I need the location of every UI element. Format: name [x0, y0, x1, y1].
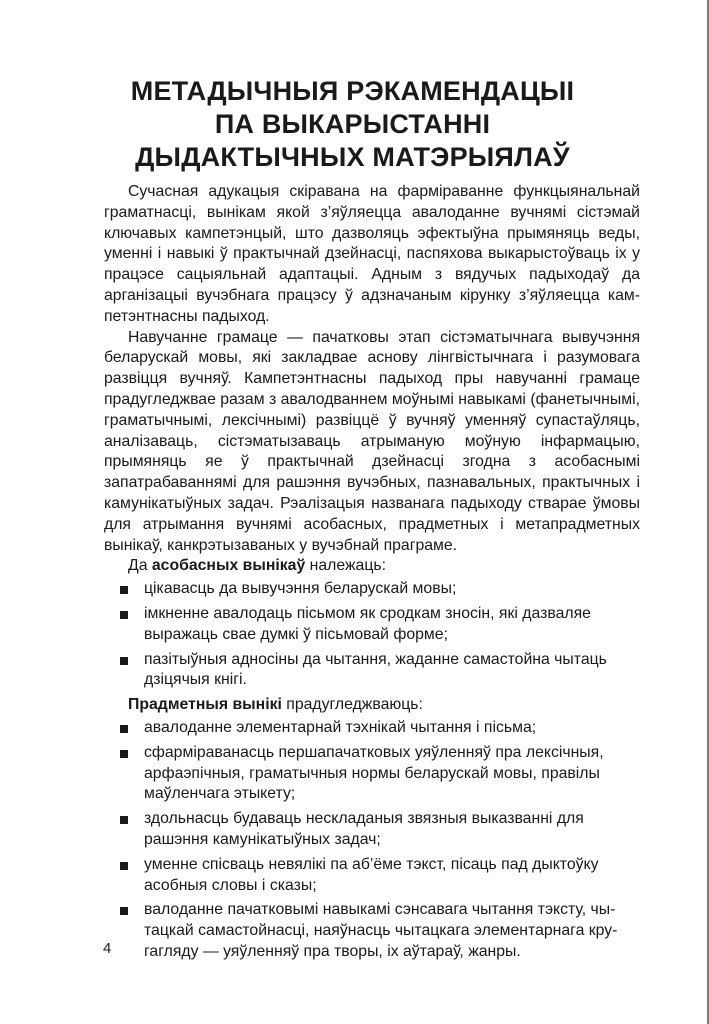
list-item-text: пазітыўныя адносіны да чытання, жаданне самастойна чытаць дзіцячыя кнігі. — [144, 650, 607, 689]
list-item — [104, 855, 640, 897]
title-line-2: ПА ВЫКАРЫСТАННІ — [214, 109, 491, 139]
square-bullet-icon — [120, 657, 128, 665]
list-item — [104, 743, 640, 805]
square-bullet-icon — [120, 586, 128, 594]
list-item-text: цікавасць да вывучэння беларускай мовы; — [144, 580, 457, 598]
page-title — [0, 75, 705, 174]
square-bullet-icon — [120, 816, 128, 824]
page-number: 4 — [103, 940, 112, 957]
personal-results-lead-bold: асобасных вынікаў — [151, 557, 306, 575]
square-bullet-icon — [120, 611, 128, 619]
square-bullet-icon — [120, 750, 128, 758]
subject-results-lead — [104, 695, 640, 716]
personal-results-list — [104, 579, 640, 691]
list-item-text: валоданне пачатковымі навыкамі сэнсавага чытання тэксту, чытацкай самастойнасці, наяўнасць чытацкага элементарнага кругагляду — уяўленняў пра творы, іх аўтараў, жанры. — [144, 901, 618, 960]
personal-results-lead — [104, 556, 640, 577]
personal-results-lead-suffix: належаць: — [305, 557, 386, 575]
subject-results-lead-bold: Прадметныя вынікі — [128, 696, 282, 714]
list-item-text: авалоданне элементарнай тэхнікай чытання і пісьма; — [144, 718, 537, 736]
title-line-1: МЕТАДЫЧНЫЯ РЭКАМЕНДАЦЫІ — [130, 76, 575, 106]
paragraph-intro: Сучасная адукацыя скіравана на фарміраванне функцыянальнай граматнасці, вынікам якой з’яўляецца авалоданне вучнямі сістэмай ключавых кампетэнцый, што дазволяць эфектыўна прымяняць веды, уменні і навыкі ў практычнай дзейнасці, паспяхова выкарыстоўваць іх у працэсе сацыяльнай адаптацыі. Адным з вядучых падыходаў да арганізацыі вучэбнага працэсу ў адзначаным кірунку з’яўляецца кампетэнтнасны падыход. — [104, 183, 640, 325]
list-item — [104, 579, 640, 600]
list-item-text: імкненне авалодаць пісьмом як сродкам зносін, які дазваляе выражаць свае думкі ў пісьмовай форме; — [144, 604, 591, 643]
body-text — [104, 182, 640, 967]
paragraph-literacy: Навучанне грамаце — пачатковы этап сістэматычнага вывучэння беларускай мовы, які закладвае аснову лінгвістычнага і разумовага развіцця вучняў. Кампетэнтнасны падыход пры навучанні грамаце прадугледжвае разам з авалодваннем моўнымі навыкамі (фанетычнымі, граматычнымі, лексічнымі) развіццё ў вучняў уменняў супастаўляць, аналізаваць, сістэматызаваць атрыманую моўную інфармацыю, прымяняць яе ў практычнай дзейнасці згодна з асобаснымі запатрабаваннямі для рашэння вучэбных, пазнавальных, практычных і камунікатыўных задач. Рэалізацыя названага падыходу стварае ўмовы для атрымання вучнямі асобасных, прадметных і метапрадметных вынікаў, канкрэтызаваных у вучэбнай праграме. — [104, 328, 641, 554]
personal-results-lead-prefix: Да — [128, 557, 152, 575]
list-item — [104, 650, 640, 692]
title-line-3: ДЫДАКТЫЧНЫХ МАТЭРЫЯЛАЎ — [135, 142, 570, 172]
list-item-text: сфарміраванасць першапачатковых уяўленняў пра лексічныя, арфаэпічныя, граматычныя нормы беларускай мовы, правілы маўленчага этыкету; — [144, 743, 604, 803]
square-bullet-icon — [120, 725, 128, 733]
list-item-text: уменне спісваць невялікі па аб’ёме тэкст, пісаць пад дыктоўку асобныя словы і сказы; — [144, 855, 599, 894]
list-item — [104, 809, 640, 851]
subject-results-list — [104, 718, 640, 963]
list-item — [104, 718, 640, 739]
square-bullet-icon — [120, 862, 128, 870]
list-item-text: здольнасць будаваць нескладаныя звязныя выказванні для рашэння камунікатыўных задач; — [144, 810, 584, 848]
subject-results-lead-suffix: прадугледжваюць: — [281, 696, 423, 714]
square-bullet-icon — [120, 907, 128, 915]
list-item — [104, 900, 640, 962]
list-item — [104, 604, 640, 646]
